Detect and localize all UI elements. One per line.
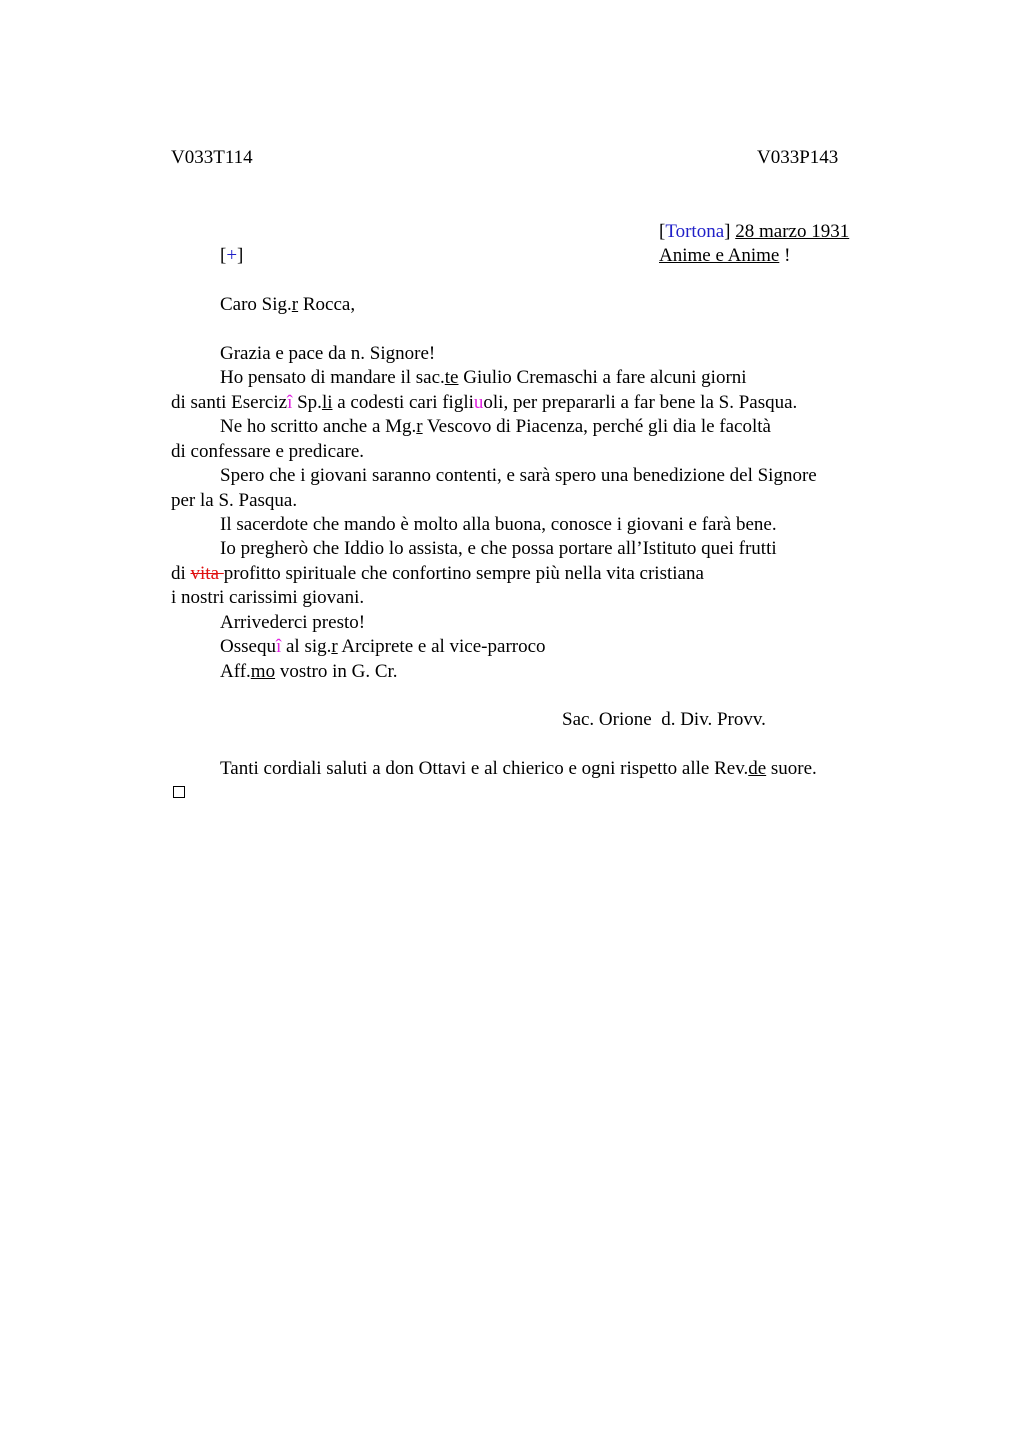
motto-text: Anime e Anime	[659, 245, 780, 266]
body-line-14	[220, 660, 398, 684]
body-line-3-d: oli, per prepararli a far bene la S. Pasqua.	[483, 392, 798, 413]
signature: Sac. Orione d. Div. Provv.	[562, 709, 766, 730]
body-line-3-c: a codesti cari figli	[332, 392, 474, 413]
body-line-4-a: Ne ho scritto anche a Mg.	[220, 416, 417, 437]
dateline-close-bracket: ]	[724, 221, 731, 242]
body-line-6: Spero che i giovani saranno contenti, e sarà spero una benedizione del Signore	[220, 465, 817, 486]
end-marker-box-icon	[173, 786, 185, 798]
body-line-4	[220, 415, 771, 439]
body-line-13-c: Arciprete e al vice-parroco	[337, 636, 546, 657]
body-line-3-abbrev: li	[321, 392, 333, 413]
cross-open-bracket: [	[220, 245, 227, 266]
salutation	[220, 293, 355, 317]
body-line-2	[220, 366, 747, 390]
body-line-14-b: vostro in G. Cr.	[275, 661, 398, 682]
body-line-2-b: Giulio Cremaschi a fare alcuni giorni	[458, 367, 747, 388]
body-line-4-abbrev: r	[416, 416, 423, 437]
body-line-3-insert: u	[473, 392, 484, 413]
body-line-1: Grazia e pace da n. Signore!	[220, 343, 436, 364]
salutation-prefix: Caro Sig.	[220, 294, 292, 315]
body-line-2-abbrev: te	[444, 367, 459, 388]
postscript-b: suore.	[766, 758, 817, 779]
postscript-a: Tanti cordiali saluti a don Ottavi e al chierico e ogni rispetto alle Rev.	[220, 758, 749, 779]
body-line-10	[171, 562, 704, 586]
body-line-3-a: di santi Eserciz	[171, 392, 288, 413]
body-line-5: di confessare e predicare.	[171, 441, 365, 462]
body-line-3	[171, 391, 797, 415]
body-line-10-b: profitto spirituale che confortino sempre più nella vita cristiana	[223, 563, 704, 584]
document-code-right: V033P143	[757, 147, 839, 168]
postscript-abbrev: de	[748, 758, 767, 779]
body-line-11: i nostri carissimi giovani.	[171, 587, 365, 608]
body-line-13	[220, 635, 546, 659]
body-line-10-a: di	[171, 563, 191, 584]
body-line-13-a: Ossequ	[220, 636, 276, 657]
body-line-10-struck: vita	[190, 563, 224, 584]
dateline-date: 28 marzo 1931	[735, 221, 850, 242]
dateline-place: Tortona	[665, 221, 725, 242]
body-line-4-b: Vescovo di Piacenza, perché gli dia le facoltà	[422, 416, 771, 437]
dateline-open-bracket: [	[659, 221, 666, 242]
body-line-2-a: Ho pensato di mandare il sac.	[220, 367, 445, 388]
cross-mark	[220, 244, 243, 268]
motto-suffix: !	[779, 245, 791, 266]
body-line-3-b: Sp.	[292, 392, 322, 413]
cross-close-bracket: ]	[237, 245, 244, 266]
body-line-14-abbrev: mo	[250, 661, 276, 682]
body-line-8: Il sacerdote che mando è molto alla buona, conosce i giovani e farà bene.	[220, 514, 777, 535]
body-line-14-a: Aff.	[220, 661, 251, 682]
body-line-13-hat: î	[275, 636, 282, 657]
dateline	[659, 220, 849, 244]
salutation-name: Rocca,	[298, 294, 356, 315]
body-line-13-abbrev: r	[331, 636, 338, 657]
body-line-7: per la S. Pasqua.	[171, 490, 298, 511]
cross-icon: +	[226, 245, 238, 266]
body-line-13-b: al sig.	[281, 636, 332, 657]
salutation-abbrev: r	[291, 294, 299, 315]
body-line-12: Arrivederci presto!	[220, 612, 366, 633]
document-code-left: V033T114	[171, 147, 253, 168]
body-line-9: Io pregherò che Iddio lo assista, e che possa portare all’Istituto quei frutti	[220, 538, 777, 559]
motto	[659, 244, 790, 268]
body-line-3-hat: î	[287, 392, 293, 413]
postscript	[220, 757, 817, 781]
